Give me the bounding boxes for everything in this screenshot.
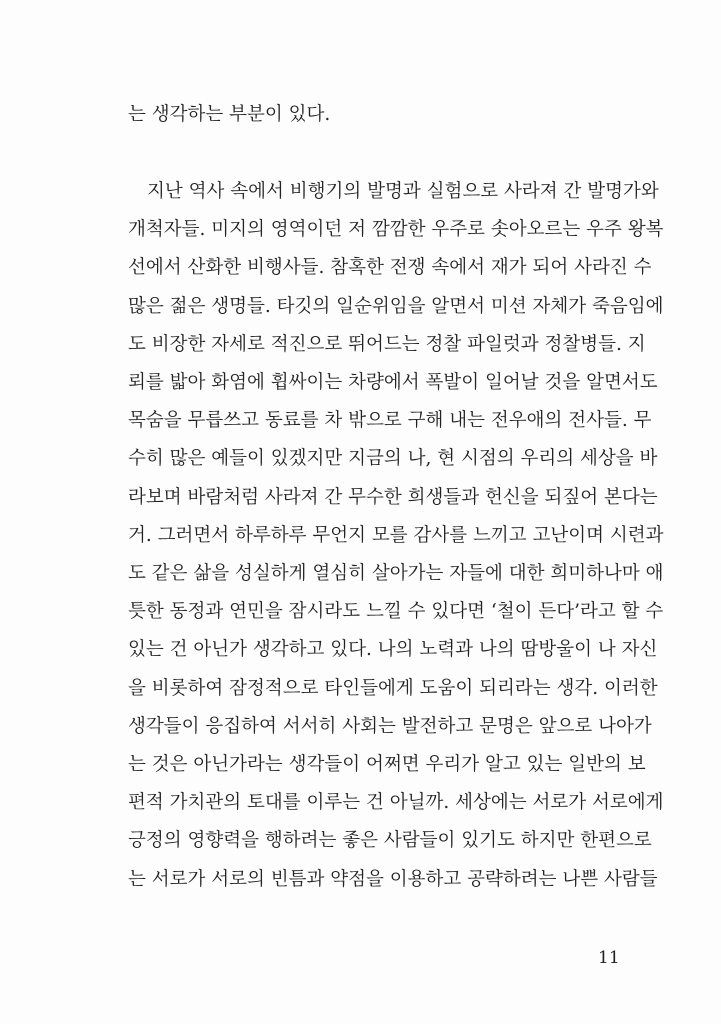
- text-line: 는 것은 아닌가라는 생각들이 어쩌면 우리가 알고 있는 일반의 보: [128, 754, 646, 775]
- text-line: 지난 역사 속에서 비행기의 발명과 실험으로 사라져 간 발명가와: [147, 181, 659, 202]
- text-line: 는 서로가 서로의 빈틈과 약점을 이용하고 공략하려는 나쁜 사람들: [128, 868, 658, 890]
- text-line: 는 생각하는 부분이 있다.: [128, 104, 331, 125]
- text-line: 뢰를 밟아 화염에 휩싸이는 차량에서 폭발이 일어날 것을 알면서도: [128, 372, 658, 393]
- text-line: 을 비롯하여 잠정적으로 타인들에게 도움이 되리라는 생각. 이러한: [128, 677, 658, 699]
- text-line: 거. 그러면서 하루하루 무언지 모를 감사를 느끼고 고난이며 시련과: [128, 524, 664, 546]
- text-line: 틋한 동정과 연민을 잠시라도 느낄 수 있다면 ‘철이 든다’라고 할 수: [128, 601, 664, 623]
- text-line: 수히 많은 예들이 있겠지만 지금의 나, 현 시점의 우리의 세상을 바: [128, 448, 658, 470]
- text-line: 개척자들. 미지의 영역이던 저 깜깜한 우주로 솟아오르는 우주 왕복: [128, 219, 664, 241]
- text-line: 선에서 산화한 비행사들. 참혹한 전쟁 속에서 재가 되어 사라진 수: [128, 257, 652, 279]
- text-line: 도 같은 삶을 성실하게 열심히 살아가는 자들에 대한 희미하나마 애: [128, 563, 664, 584]
- text-line: 긍정의 영향력을 행하려는 좋은 사람들이 있기도 하지만 한편으로: [128, 830, 652, 852]
- text-line: 많은 젊은 생명들. 타깃의 일순위임을 알면서 미션 자체가 죽음임에: [128, 295, 664, 317]
- text-line: 목숨을 무릅쓰고 동료를 차 밖으로 구해 내는 전우애의 전사들. 무: [128, 410, 652, 432]
- text-line: 도 비장한 자세로 적진으로 뛰어드는 정찰 파일럿과 정찰병들. 지: [128, 333, 646, 355]
- page-number: 11: [598, 948, 620, 968]
- text-line: 있는 건 아닌가 생각하고 있다. 나의 노력과 나의 땀방울이 나 자신: [128, 639, 658, 661]
- text-line: 생각들이 응집하여 서서히 사회는 발전하고 문명은 앞으로 나아가: [128, 715, 652, 737]
- text-line: 편적 가치관의 토대를 이루는 건 아닐까. 세상에는 서로가 서로에게: [128, 792, 664, 814]
- text-line: 라보며 바람처럼 사라져 간 무수한 희생들과 헌신을 되짚어 본다는: [128, 486, 658, 508]
